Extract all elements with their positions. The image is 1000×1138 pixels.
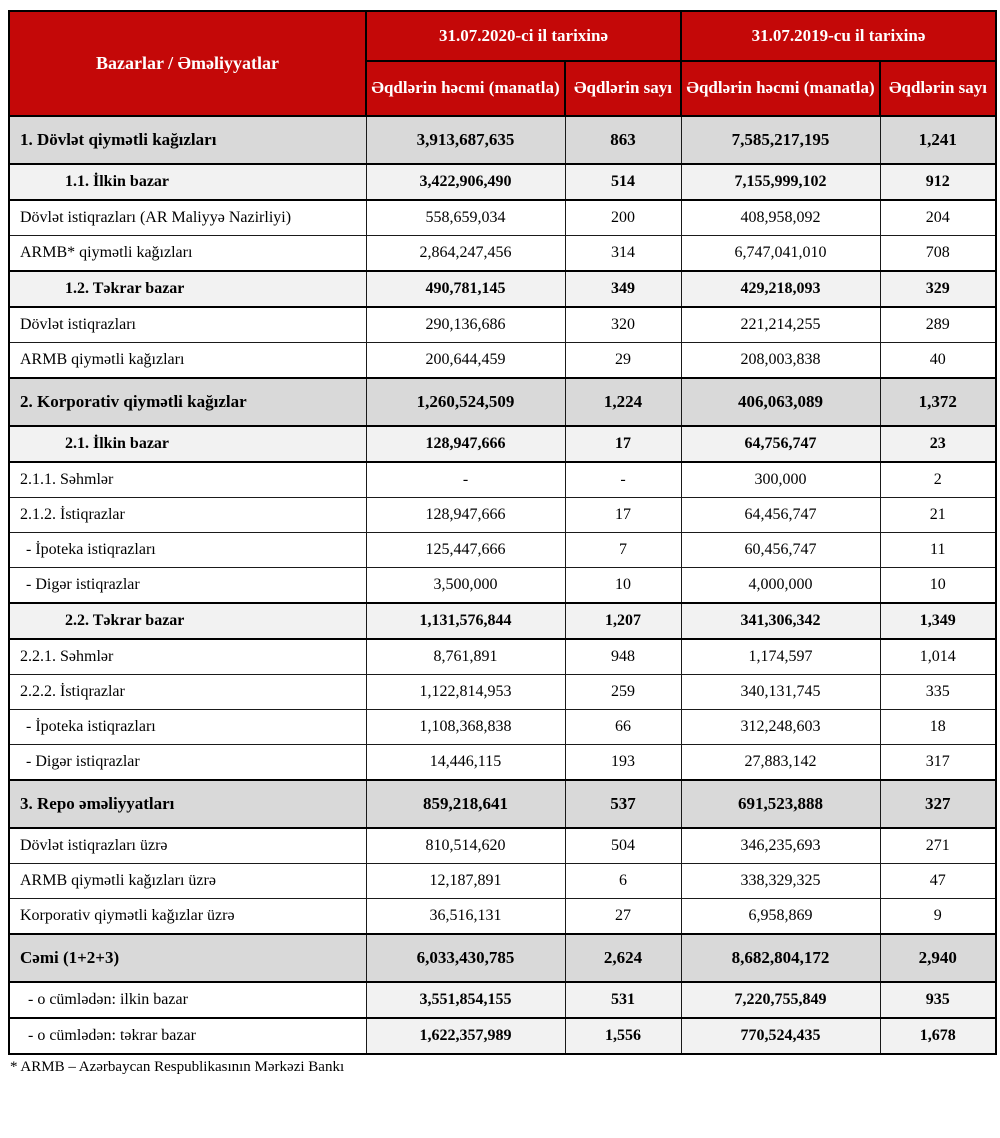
volume-2020-value: 3,422,906,490 bbox=[366, 164, 565, 200]
volume-2020-value: 14,446,115 bbox=[366, 745, 565, 781]
volume-2019-value: 64,456,747 bbox=[681, 498, 880, 533]
table-row bbox=[9, 828, 996, 864]
count-2019-value: 2,940 bbox=[880, 934, 996, 982]
header-volume-2020: Əqdlərin həcmi (manatla) bbox=[366, 61, 565, 116]
count-2019-value: 2 bbox=[880, 462, 996, 498]
volume-2020-value: 290,136,686 bbox=[366, 307, 565, 343]
table-row bbox=[9, 1018, 996, 1054]
count-2020-value: 27 bbox=[565, 899, 681, 935]
table-header bbox=[9, 11, 996, 116]
row-label: - o cümlədən: təkrar bazar bbox=[9, 1018, 366, 1054]
count-2019-value: 271 bbox=[880, 828, 996, 864]
count-2020-value: 320 bbox=[565, 307, 681, 343]
row-label: 1.1. İlkin bazar bbox=[9, 164, 366, 200]
row-label: 2.2. Təkrar bazar bbox=[9, 603, 366, 639]
header-date-2020: 31.07.2020-ci il tarixinə bbox=[366, 11, 681, 61]
row-label: Cəmi (1+2+3) bbox=[9, 934, 366, 982]
table-row bbox=[9, 745, 996, 781]
row-label: - o cümlədən: ilkin bazar bbox=[9, 982, 366, 1018]
table-row bbox=[9, 378, 996, 426]
volume-2019-value: 429,218,093 bbox=[681, 271, 880, 307]
count-2019-value: 335 bbox=[880, 675, 996, 710]
count-2019-value: 11 bbox=[880, 533, 996, 568]
count-2020-value: 537 bbox=[565, 780, 681, 828]
volume-2020-value: 6,033,430,785 bbox=[366, 934, 565, 982]
count-2020-value: 314 bbox=[565, 236, 681, 272]
row-label: 1.2. Təkrar bazar bbox=[9, 271, 366, 307]
row-label: 2.2.2. İstiqrazlar bbox=[9, 675, 366, 710]
header-count-2020: Əqdlərin sayı bbox=[565, 61, 681, 116]
table-row bbox=[9, 675, 996, 710]
row-label: Korporativ qiymətli kağızlar üzrə bbox=[9, 899, 366, 935]
count-2020-value: 17 bbox=[565, 498, 681, 533]
table-row bbox=[9, 934, 996, 982]
volume-2019-value: 691,523,888 bbox=[681, 780, 880, 828]
volume-2019-value: 221,214,255 bbox=[681, 307, 880, 343]
volume-2019-value: 6,747,041,010 bbox=[681, 236, 880, 272]
volume-2019-value: 7,220,755,849 bbox=[681, 982, 880, 1018]
table-row bbox=[9, 271, 996, 307]
count-2020-value: 7 bbox=[565, 533, 681, 568]
table-row bbox=[9, 307, 996, 343]
header-volume-2019: Əqdlərin həcmi (manatla) bbox=[681, 61, 880, 116]
row-label: - İpoteka istiqrazları bbox=[9, 710, 366, 745]
volume-2019-value: 4,000,000 bbox=[681, 568, 880, 604]
table-body bbox=[9, 116, 996, 1054]
volume-2019-value: 406,063,089 bbox=[681, 378, 880, 426]
table-row bbox=[9, 568, 996, 604]
count-2020-value: 514 bbox=[565, 164, 681, 200]
count-2020-value: 504 bbox=[565, 828, 681, 864]
table-row bbox=[9, 498, 996, 533]
volume-2020-value: 1,131,576,844 bbox=[366, 603, 565, 639]
volume-2020-value: 1,622,357,989 bbox=[366, 1018, 565, 1054]
row-label: - İpoteka istiqrazları bbox=[9, 533, 366, 568]
volume-2019-value: 341,306,342 bbox=[681, 603, 880, 639]
table-row bbox=[9, 710, 996, 745]
count-2020-value: 66 bbox=[565, 710, 681, 745]
volume-2020-value: 2,864,247,456 bbox=[366, 236, 565, 272]
count-2020-value: 200 bbox=[565, 200, 681, 236]
table-row bbox=[9, 200, 996, 236]
count-2020-value: 6 bbox=[565, 864, 681, 899]
count-2020-value: 17 bbox=[565, 426, 681, 462]
row-label: Dövlət istiqrazları üzrə bbox=[9, 828, 366, 864]
row-label: 2.1. İlkin bazar bbox=[9, 426, 366, 462]
count-2020-value: 2,624 bbox=[565, 934, 681, 982]
volume-2019-value: 338,329,325 bbox=[681, 864, 880, 899]
volume-2020-value: 3,500,000 bbox=[366, 568, 565, 604]
volume-2019-value: 340,131,745 bbox=[681, 675, 880, 710]
count-2020-value: 29 bbox=[565, 343, 681, 379]
count-2019-value: 1,349 bbox=[880, 603, 996, 639]
volume-2019-value: 7,585,217,195 bbox=[681, 116, 880, 164]
count-2019-value: 912 bbox=[880, 164, 996, 200]
volume-2019-value: 8,682,804,172 bbox=[681, 934, 880, 982]
volume-2019-value: 300,000 bbox=[681, 462, 880, 498]
volume-2019-value: 208,003,838 bbox=[681, 343, 880, 379]
count-2020-value: 10 bbox=[565, 568, 681, 604]
row-label: ARMB qiymətli kağızları bbox=[9, 343, 366, 379]
count-2019-value: 1,241 bbox=[880, 116, 996, 164]
count-2019-value: 708 bbox=[880, 236, 996, 272]
row-label: 1. Dövlət qiymətli kağızları bbox=[9, 116, 366, 164]
volume-2019-value: 64,756,747 bbox=[681, 426, 880, 462]
volume-2020-value: 558,659,034 bbox=[366, 200, 565, 236]
volume-2020-value: 3,913,687,635 bbox=[366, 116, 565, 164]
volume-2019-value: 770,524,435 bbox=[681, 1018, 880, 1054]
table-row bbox=[9, 603, 996, 639]
count-2019-value: 40 bbox=[880, 343, 996, 379]
count-2020-value: 259 bbox=[565, 675, 681, 710]
count-2019-value: 289 bbox=[880, 307, 996, 343]
volume-2020-value: 128,947,666 bbox=[366, 426, 565, 462]
volume-2020-value: - bbox=[366, 462, 565, 498]
volume-2019-value: 408,958,092 bbox=[681, 200, 880, 236]
count-2019-value: 327 bbox=[880, 780, 996, 828]
table-row bbox=[9, 864, 996, 899]
volume-2020-value: 1,108,368,838 bbox=[366, 710, 565, 745]
table-row bbox=[9, 343, 996, 379]
count-2020-value: 531 bbox=[565, 982, 681, 1018]
header-count-2019: Əqdlərin sayı bbox=[880, 61, 996, 116]
volume-2020-value: 859,218,641 bbox=[366, 780, 565, 828]
row-label: 2.1.2. İstiqrazlar bbox=[9, 498, 366, 533]
volume-2019-value: 346,235,693 bbox=[681, 828, 880, 864]
count-2019-value: 47 bbox=[880, 864, 996, 899]
table-row bbox=[9, 236, 996, 272]
header-date-2019: 31.07.2019-cu il tarixinə bbox=[681, 11, 996, 61]
row-label: 2.2.1. Səhmlər bbox=[9, 639, 366, 675]
count-2019-value: 935 bbox=[880, 982, 996, 1018]
count-2020-value: 948 bbox=[565, 639, 681, 675]
volume-2019-value: 27,883,142 bbox=[681, 745, 880, 781]
volume-2020-value: 3,551,854,155 bbox=[366, 982, 565, 1018]
volume-2020-value: 12,187,891 bbox=[366, 864, 565, 899]
table-row bbox=[9, 533, 996, 568]
table-row bbox=[9, 982, 996, 1018]
header-markets-operations: Bazarlar / Əməliyyatlar bbox=[9, 11, 366, 116]
count-2020-value: 863 bbox=[565, 116, 681, 164]
count-2020-value: 1,556 bbox=[565, 1018, 681, 1054]
count-2020-value: 193 bbox=[565, 745, 681, 781]
count-2019-value: 317 bbox=[880, 745, 996, 781]
row-label: 3. Repo əməliyyatları bbox=[9, 780, 366, 828]
row-label: Dövlət istiqrazları (AR Maliyyə Nazirliyi) bbox=[9, 200, 366, 236]
table-row bbox=[9, 639, 996, 675]
volume-2020-value: 1,122,814,953 bbox=[366, 675, 565, 710]
row-label: - Digər istiqrazlar bbox=[9, 745, 366, 781]
table-row bbox=[9, 899, 996, 935]
count-2019-value: 21 bbox=[880, 498, 996, 533]
volume-2020-value: 200,644,459 bbox=[366, 343, 565, 379]
count-2019-value: 1,678 bbox=[880, 1018, 996, 1054]
volume-2020-value: 36,516,131 bbox=[366, 899, 565, 935]
row-label: 2.1.1. Səhmlər bbox=[9, 462, 366, 498]
count-2019-value: 204 bbox=[880, 200, 996, 236]
volume-2019-value: 7,155,999,102 bbox=[681, 164, 880, 200]
count-2019-value: 9 bbox=[880, 899, 996, 935]
count-2020-value: 1,224 bbox=[565, 378, 681, 426]
count-2019-value: 23 bbox=[880, 426, 996, 462]
volume-2020-value: 490,781,145 bbox=[366, 271, 565, 307]
volume-2020-value: 128,947,666 bbox=[366, 498, 565, 533]
count-2019-value: 10 bbox=[880, 568, 996, 604]
row-label: ARMB* qiymətli kağızları bbox=[9, 236, 366, 272]
table-row bbox=[9, 426, 996, 462]
volume-2020-value: 8,761,891 bbox=[366, 639, 565, 675]
count-2020-value: 1,207 bbox=[565, 603, 681, 639]
volume-2020-value: 810,514,620 bbox=[366, 828, 565, 864]
row-label: 2. Korporativ qiymətli kağızlar bbox=[9, 378, 366, 426]
volume-2019-value: 312,248,603 bbox=[681, 710, 880, 745]
volume-2019-value: 1,174,597 bbox=[681, 639, 880, 675]
count-2020-value: 349 bbox=[565, 271, 681, 307]
table-row bbox=[9, 116, 996, 164]
table-row bbox=[9, 164, 996, 200]
table-row bbox=[9, 780, 996, 828]
row-label: Dövlət istiqrazları bbox=[9, 307, 366, 343]
table-row bbox=[9, 462, 996, 498]
count-2019-value: 18 bbox=[880, 710, 996, 745]
count-2019-value: 1,014 bbox=[880, 639, 996, 675]
count-2019-value: 329 bbox=[880, 271, 996, 307]
volume-2020-value: 1,260,524,509 bbox=[366, 378, 565, 426]
volume-2019-value: 6,958,869 bbox=[681, 899, 880, 935]
volume-2019-value: 60,456,747 bbox=[681, 533, 880, 568]
count-2019-value: 1,372 bbox=[880, 378, 996, 426]
securities-market-table bbox=[8, 10, 997, 1055]
row-label: - Digər istiqrazlar bbox=[9, 568, 366, 604]
row-label: ARMB qiymətli kağızları üzrə bbox=[9, 864, 366, 899]
volume-2020-value: 125,447,666 bbox=[366, 533, 565, 568]
footnote-armb: * ARMB – Azərbaycan Respublikasının Mərkəzi Bankı bbox=[10, 1059, 345, 1075]
count-2020-value: - bbox=[565, 462, 681, 498]
